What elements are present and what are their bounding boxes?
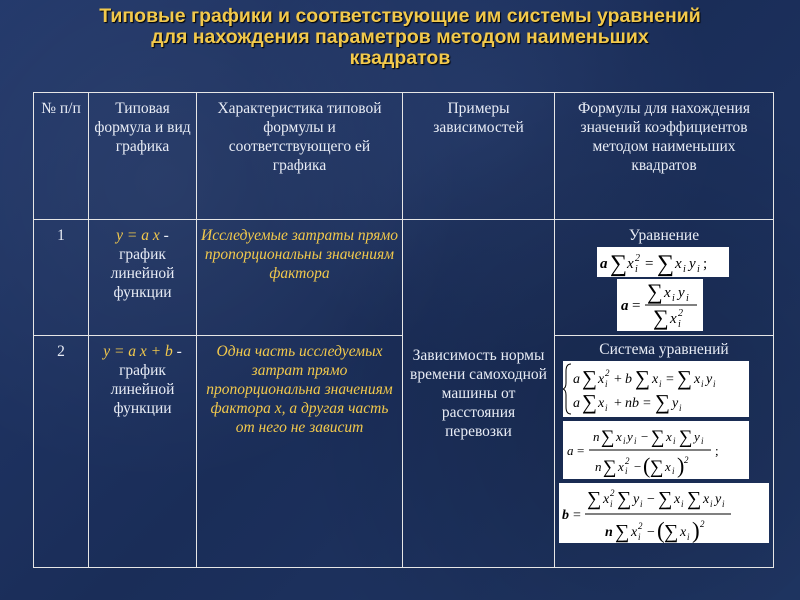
svg-text:+: +	[614, 372, 622, 387]
svg-text:i: i	[623, 436, 626, 446]
svg-text:2: 2	[635, 253, 640, 264]
row-formulas	[555, 220, 774, 336]
svg-text:y: y	[706, 372, 713, 387]
svg-text:i: i	[672, 466, 675, 476]
formulas-label: Уравнение	[628, 227, 700, 244]
svg-text:x: x	[665, 459, 671, 474]
svg-text:i: i	[687, 532, 690, 542]
svg-text:y: y	[715, 492, 722, 507]
row-characteristic: Одна часть исследуемых затрат прямо пропорциональна значениям фактора x, а другая часть от него не зависит	[197, 336, 403, 568]
svg-text:=: =	[666, 372, 674, 387]
svg-text:2: 2	[684, 455, 689, 465]
svg-text:∑: ∑	[679, 427, 693, 448]
table-row	[34, 220, 774, 336]
svg-text:(: (	[643, 453, 651, 478]
row-formulas	[555, 336, 774, 568]
svg-text:nb: nb	[625, 396, 639, 411]
svg-text:a: a	[573, 396, 580, 411]
svg-text:i: i	[722, 499, 725, 509]
svg-text:∑: ∑	[617, 488, 632, 510]
svg-text:n: n	[595, 459, 602, 474]
svg-text:i: i	[672, 293, 675, 304]
header-num: № п/п	[34, 93, 89, 220]
svg-text:∑: ∑	[601, 427, 615, 448]
svg-text:2: 2	[610, 488, 615, 498]
row-formula	[89, 336, 197, 568]
svg-text:=: =	[573, 508, 581, 523]
formula-expression: y = a x + b	[103, 343, 173, 360]
svg-text:x: x	[674, 492, 681, 507]
svg-text:i: i	[678, 319, 681, 330]
svg-text:+: +	[614, 396, 622, 411]
svg-text:∑: ∑	[657, 251, 675, 277]
svg-text:2: 2	[678, 308, 683, 319]
svg-text:b: b	[562, 508, 569, 523]
svg-text:−: −	[641, 429, 649, 444]
svg-text:;: ;	[715, 443, 719, 458]
formula-description: - график линейной функции	[110, 227, 175, 301]
svg-text:−: −	[634, 459, 642, 474]
svg-text:i: i	[610, 499, 613, 509]
equation-a-image	[617, 279, 703, 331]
svg-text:=: =	[645, 256, 654, 272]
svg-text:y: y	[627, 429, 633, 444]
formulas-label: Система уравнений	[599, 341, 729, 358]
svg-text:y: y	[672, 396, 679, 411]
svg-text:x: x	[616, 429, 622, 444]
svg-text:∑: ∑	[615, 521, 630, 543]
svg-text:a: a	[600, 256, 608, 272]
svg-text:x: x	[598, 396, 605, 411]
svg-text:x: x	[631, 525, 638, 540]
title-line-1: Типовые графики и соответствующие им системы уравнений	[99, 5, 701, 27]
svg-text:x: x	[627, 256, 634, 272]
svg-text:∑: ∑	[655, 390, 670, 414]
header-row	[34, 93, 774, 220]
slide-title	[0, 6, 800, 69]
svg-text:x: x	[664, 285, 671, 301]
svg-text:i: i	[605, 379, 608, 389]
svg-text:=: =	[632, 298, 641, 314]
svg-text:∑: ∑	[587, 488, 602, 510]
svg-text:i: i	[625, 466, 628, 476]
svg-text:): )	[677, 453, 685, 478]
svg-text:i: i	[701, 436, 704, 446]
svg-text:∑: ∑	[582, 390, 597, 414]
svg-text:∑: ∑	[647, 279, 663, 304]
svg-text:x: x	[694, 372, 701, 387]
svg-text:n: n	[593, 429, 600, 444]
svg-text:∑: ∑	[687, 488, 702, 510]
svg-text:∑: ∑	[582, 366, 597, 390]
svg-text:∑: ∑	[664, 521, 679, 543]
svg-text:i: i	[713, 379, 716, 389]
svg-text:i: i	[640, 499, 643, 509]
equation-normal-image	[597, 247, 729, 277]
svg-text:a: a	[567, 443, 574, 458]
equation-a-system-image	[563, 421, 749, 479]
svg-text:i: i	[701, 379, 704, 389]
header-formula: Типовая формула и вид графика	[89, 93, 197, 220]
svg-text:x: x	[680, 525, 687, 540]
svg-text:2: 2	[638, 521, 643, 531]
svg-text:=: =	[643, 396, 651, 411]
svg-text:b: b	[625, 372, 632, 387]
row-characteristic: Исследуемые затраты прямо пропорциональны значениям фактора	[197, 220, 403, 336]
svg-text:y: y	[694, 429, 700, 444]
least-squares-table	[33, 92, 774, 568]
header-examples: Примеры зависимостей	[403, 93, 555, 220]
svg-text:2: 2	[625, 456, 630, 466]
svg-text:i: i	[673, 436, 676, 446]
title-line-3: квадратов	[349, 47, 451, 69]
svg-text:=: =	[577, 443, 585, 458]
svg-text:∑: ∑	[677, 366, 692, 390]
svg-text:i: i	[679, 403, 682, 413]
svg-text:−: −	[647, 525, 655, 540]
svg-text:∑: ∑	[650, 457, 664, 478]
svg-text:x: x	[675, 256, 682, 272]
svg-text:a: a	[621, 298, 629, 314]
svg-text:∑: ∑	[610, 251, 628, 277]
svg-text:i: i	[683, 264, 686, 275]
row-example: Зависимость нормы времени самоходной машины от расстояния перевозки	[403, 220, 555, 568]
svg-text:x: x	[670, 311, 677, 327]
formula-description: - график линейной функции	[110, 343, 182, 417]
svg-text:∑: ∑	[635, 366, 650, 390]
svg-text:): )	[692, 518, 700, 543]
svg-text:i: i	[659, 379, 662, 389]
svg-text:x: x	[652, 372, 659, 387]
svg-text:i: i	[634, 436, 637, 446]
svg-text:x: x	[666, 429, 672, 444]
svg-text:x: x	[598, 372, 605, 387]
svg-text:i: i	[638, 532, 641, 542]
svg-text:i: i	[681, 499, 684, 509]
svg-text:x: x	[603, 492, 610, 507]
svg-text:i: i	[605, 403, 608, 413]
equation-b-system-image	[559, 483, 769, 543]
svg-text:i: i	[686, 293, 689, 304]
svg-text:∑: ∑	[653, 305, 669, 330]
title-line-2: для нахождения параметров методом наименьших	[151, 26, 649, 48]
svg-text:i: i	[635, 264, 638, 275]
svg-text:(: (	[657, 518, 665, 543]
row-num: 1	[34, 220, 89, 336]
svg-text:x: x	[618, 459, 624, 474]
header-formulas: Формулы для нахождения значений коэффициентов методом наименьших квадратов	[555, 93, 774, 220]
system-equations-image	[563, 361, 749, 417]
svg-text:x: x	[703, 492, 710, 507]
svg-text:a: a	[573, 372, 580, 387]
header-characteristic: Характеристика типовой формулы и соответствующего ей графика	[197, 93, 403, 220]
svg-text:y: y	[678, 285, 685, 301]
svg-text:y: y	[689, 256, 696, 272]
svg-text:i: i	[710, 499, 713, 509]
svg-text:n: n	[605, 525, 613, 540]
svg-text:−: −	[647, 492, 655, 507]
svg-text:∑: ∑	[658, 488, 673, 510]
svg-text:;: ;	[703, 256, 708, 272]
svg-text:∑: ∑	[603, 457, 617, 478]
formula-expression: y = a x	[116, 227, 160, 244]
svg-text:i: i	[697, 264, 700, 275]
row-num: 2	[34, 336, 89, 568]
svg-text:2: 2	[605, 368, 610, 378]
svg-text:y: y	[633, 492, 640, 507]
svg-text:∑: ∑	[651, 427, 665, 448]
row-formula	[89, 220, 197, 336]
svg-text:2: 2	[700, 519, 705, 529]
